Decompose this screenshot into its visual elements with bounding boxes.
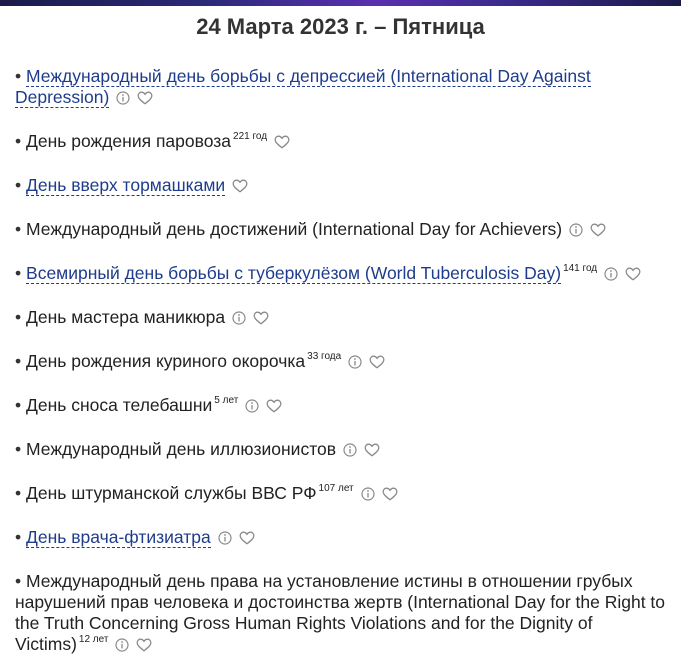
heart-outline-icon[interactable] <box>625 267 641 281</box>
info-circle-icon[interactable] <box>348 355 362 369</box>
holiday-age: 221 год <box>233 131 268 142</box>
holiday-item <box>15 66 670 108</box>
heart-outline-icon[interactable] <box>382 487 398 501</box>
bullet: • <box>15 439 22 459</box>
heart-outline-icon[interactable] <box>239 531 255 545</box>
holiday-link[interactable]: День врача-фтизиатра <box>26 527 211 547</box>
holiday-item <box>15 351 670 372</box>
heart-outline-icon[interactable] <box>590 223 606 237</box>
info-circle-icon[interactable] <box>245 399 259 413</box>
bullet: • <box>15 263 22 283</box>
holiday-name: День рождения паровоза <box>26 131 232 151</box>
bullet: • <box>15 66 22 86</box>
bullet: • <box>15 175 22 195</box>
bullet: • <box>15 571 22 591</box>
heart-outline-icon[interactable] <box>136 638 152 652</box>
heart-outline-icon[interactable] <box>266 399 282 413</box>
holiday-name: Международный день достижений (International Day for Achievers) <box>26 219 563 239</box>
bullet: • <box>15 351 22 371</box>
page-title: 24 Марта 2023 г. – Пятница <box>196 14 485 39</box>
holiday-name: День рождения куриного окорочка <box>26 351 306 371</box>
holiday-link[interactable]: День вверх тормашками <box>26 175 226 195</box>
bullet: • <box>15 527 22 547</box>
bullet: • <box>15 219 22 239</box>
heart-outline-icon[interactable] <box>369 355 385 369</box>
info-circle-icon[interactable] <box>115 638 129 652</box>
bullet: • <box>15 131 22 151</box>
heart-outline-icon[interactable] <box>253 311 269 325</box>
holiday-item <box>15 219 670 240</box>
holiday-age: 33 года <box>307 351 342 362</box>
holiday-item <box>15 571 670 655</box>
holiday-link[interactable]: Международный день борьбы с депрессией (International Day Against Depression) <box>15 66 591 107</box>
heart-outline-icon[interactable] <box>274 135 290 149</box>
heart-outline-icon[interactable] <box>364 443 380 457</box>
holiday-link[interactable]: Всемирный день борьбы с туберкулёзом (World Tuberculosis Day) <box>26 263 562 283</box>
holiday-name: День штурманской службы ВВС РФ <box>26 483 317 503</box>
holiday-name: День сноса телебашни <box>26 395 213 415</box>
holiday-item <box>15 307 670 328</box>
holiday-age: 5 лет <box>214 395 239 406</box>
holiday-item <box>15 439 670 460</box>
info-circle-icon[interactable] <box>116 91 130 105</box>
holiday-age: 12 лет <box>78 634 109 645</box>
holiday-age: 107 лет <box>318 483 354 494</box>
holiday-item <box>15 483 670 504</box>
holiday-name: Международный день иллюзионистов <box>26 439 337 459</box>
info-circle-icon[interactable] <box>232 311 246 325</box>
holiday-item <box>15 395 670 416</box>
info-circle-icon[interactable] <box>569 223 583 237</box>
bullet: • <box>15 307 22 327</box>
holiday-item <box>15 175 670 196</box>
info-circle-icon[interactable] <box>343 443 357 457</box>
holiday-item <box>15 263 670 284</box>
heart-outline-icon[interactable] <box>137 91 153 105</box>
holiday-name: День мастера маникюра <box>26 307 226 327</box>
top-gradient-strip <box>0 0 681 6</box>
holiday-list <box>15 66 670 655</box>
bullet: • <box>15 395 22 415</box>
info-circle-icon[interactable] <box>218 531 232 545</box>
holiday-age: 141 год <box>563 263 598 274</box>
holiday-item <box>15 527 670 548</box>
holiday-name: Международный день права на установление истины в отношении грубых нарушений прав человека и достоинства жертв (International Day for the Right to the Truth Concerning Gross Human Rights Violations and for the Dignity of Victims) <box>15 571 666 654</box>
info-circle-icon[interactable] <box>361 487 375 501</box>
holiday-item <box>15 131 670 152</box>
heart-outline-icon[interactable] <box>232 179 248 193</box>
bullet: • <box>15 483 22 503</box>
info-circle-icon[interactable] <box>604 267 618 281</box>
